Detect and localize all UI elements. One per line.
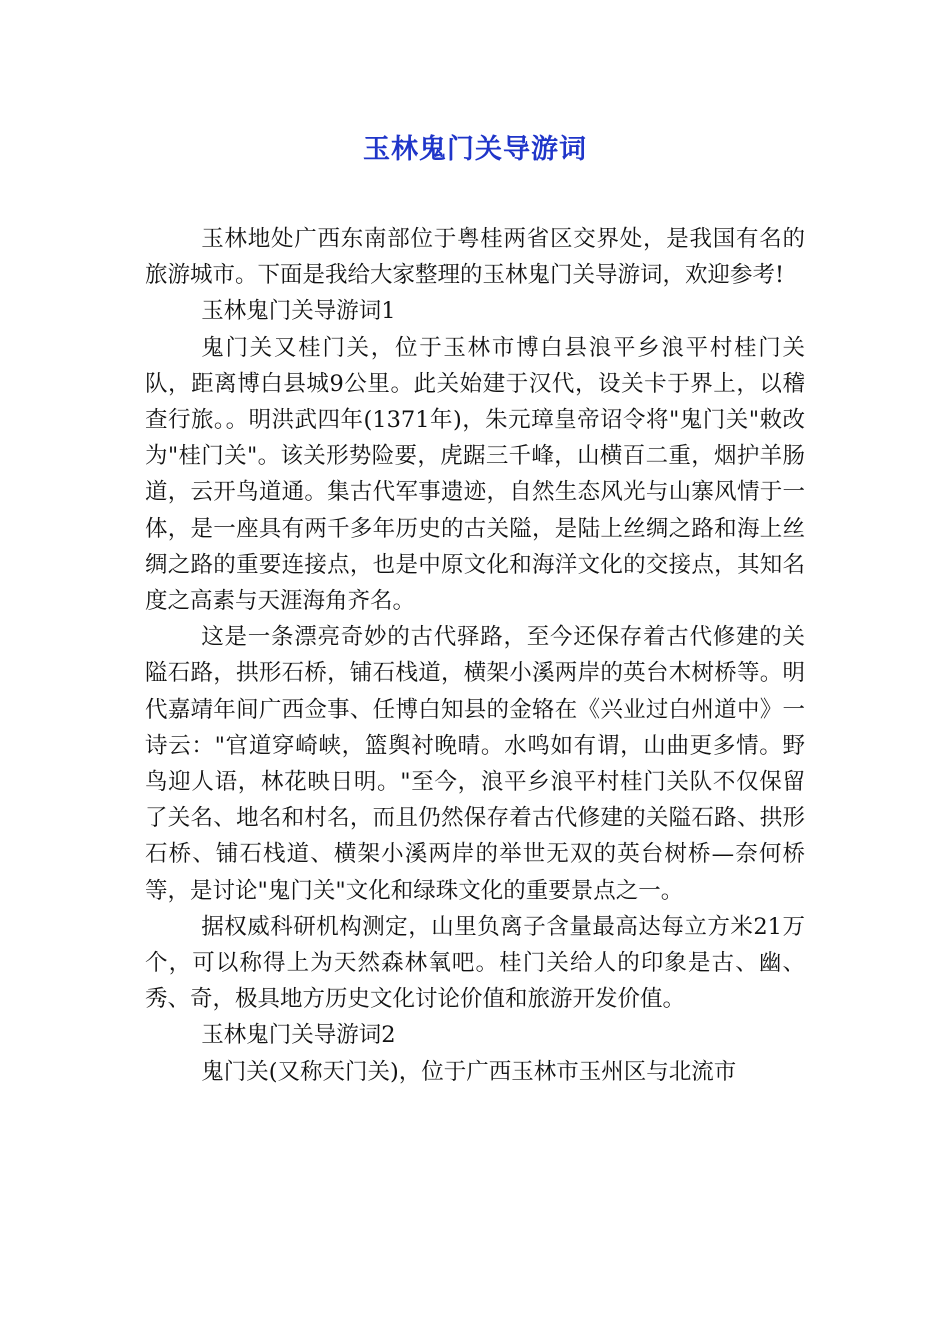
body-paragraph: 鬼门关又桂门关，位于玉林市博白县浪平乡浪平村桂门关队，距离博白县城9公里。此关始建于汉代，设关卡于界上，以稽查行旅。。明洪武四年(1371年)，朱元璋皇帝诏令将"鬼门关"敕改为"桂门关"。该关形势险要，虎踞三千峰，山横百二重，烟护羊肠道，云开鸟道通。集古代军事遗迹，自然生态风光与山寨风情于一体，是一座具有两千多年历史的古关隘，是陆上丝绸之路和海上丝绸之路的重要连接点，也是中原文化和海洋文化的交接点，其知名度之高素与天涯海角齐名。 bbox=[145, 334, 805, 615]
intro-paragraph: 玉林地处广西东南部位于粤桂两省区交界处，是我国有名的旅游城市。下面是我给大家整理的玉林鬼门关导游词，欢迎参考! bbox=[145, 226, 805, 289]
document-body bbox=[145, 221, 805, 1090]
body-paragraph: 鬼门关(又称天门关)，位于广西玉林市玉州区与北流市 bbox=[201, 1058, 737, 1085]
document-title: 玉林鬼门关导游词 bbox=[363, 134, 587, 165]
body-paragraph: 据权威科研机构测定，山里负离子含量最高达每立方米21万个，可以称得上为天然森林氧吧。桂门关给人的印象是古、幽、秀、奇，极具地方历史文化讨论价值和旅游开发价值。 bbox=[145, 913, 805, 1013]
section-heading-1: 玉林鬼门关导游词1 bbox=[201, 298, 396, 325]
body-paragraph: 这是一条漂亮奇妙的古代驿路，至今还保存着古代修建的关隘石路，拱形石桥，铺石栈道，横架小溪两岸的英台木树桥等。明代嘉靖年间广西佥事、任博白知县的金辂在《兴业过白州道中》一诗云："官道穿崎峡，篮舆衬晚晴。水鸣如有谓，山曲更多情。野鸟迎人语，林花映日明。"至今，浪平乡浪平村桂门关队不仅保留了关名、地名和村名，而且仍然保存着古代修建的关隘石路、拱形石桥、铺石栈道、横架小溪两岸的举世无双的英台树桥—奈何桥等，是讨论"鬼门关"文化和绿珠文化的重要景点之一。 bbox=[145, 624, 805, 904]
section-heading-2: 玉林鬼门关导游词2 bbox=[201, 1022, 396, 1049]
